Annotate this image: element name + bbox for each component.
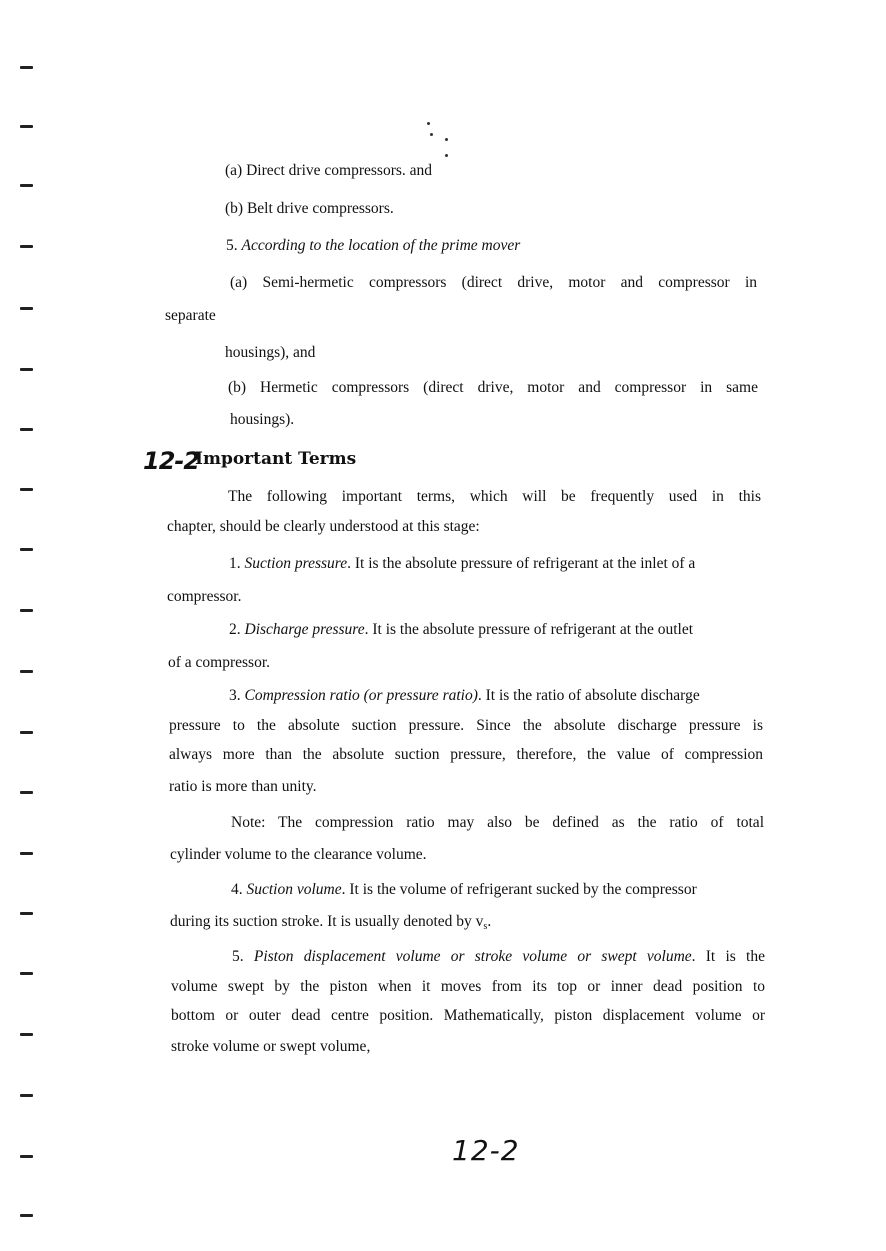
paragraph-line: pressure to the absolute suction pressure. Since the absolute discharge pressure is	[169, 717, 763, 734]
scan-speck	[430, 133, 433, 136]
margin-mark	[20, 428, 33, 431]
note-line: Note: The compression ratio may also be defined as the ratio of total	[231, 814, 764, 831]
list-item-continuation: separate	[165, 307, 216, 324]
paragraph-line: during its suction stroke. It is usually denoted by $v_s$.	[170, 913, 492, 932]
term-definition: 1. Suction pressure. It is the absolute pressure of refrigerant at the inlet of a	[229, 555, 696, 572]
margin-mark	[20, 852, 33, 855]
margin-mark	[20, 1033, 33, 1036]
list-item: (b) Hermetic compressors (direct drive, motor and compressor in same	[228, 379, 758, 396]
paragraph-line: The following important terms, which will be frequently used in this	[228, 488, 761, 505]
margin-mark	[20, 245, 33, 248]
list-item: (a) Direct drive compressors. and	[225, 162, 433, 179]
margin-mark	[20, 368, 33, 371]
margin-mark	[20, 1155, 33, 1158]
classification-heading: 5. According to the location of the prime mover	[226, 237, 521, 254]
handwritten-page-number: 12-2	[452, 1134, 520, 1167]
margin-mark	[20, 1094, 33, 1097]
list-item-continuation: housings).	[230, 411, 295, 428]
term-definition: 5. Piston displacement volume or stroke volume or swept volume. It is the	[232, 948, 765, 965]
scan-speck	[427, 122, 430, 125]
note-line: cylinder volume to the clearance volume.	[170, 846, 427, 863]
scan-speck	[445, 138, 448, 141]
paragraph-line: always more than the absolute suction pressure, therefore, the value of compression	[169, 746, 763, 763]
term-definition: 4. Suction volume. It is the volume of refrigerant sucked by the compressor	[231, 881, 697, 898]
margin-mark	[20, 791, 33, 794]
margin-mark	[20, 912, 33, 915]
margin-mark	[20, 731, 33, 734]
paragraph-line: ratio is more than unity.	[169, 778, 317, 795]
handwritten-section-number: 12-2	[143, 447, 200, 475]
scan-speck	[445, 154, 448, 157]
paragraph-line: bottom or outer dead centre position. Mathematically, piston displacement volume or	[171, 1007, 765, 1024]
term-definition: 2. Discharge pressure. It is the absolute pressure of refrigerant at the outlet	[229, 621, 694, 638]
list-item: (b) Belt drive compressors.	[225, 200, 394, 217]
margin-mark	[20, 184, 33, 187]
margin-mark	[20, 488, 33, 491]
list-item: (a) Semi-hermetic compressors (direct drive, motor and compressor in	[230, 274, 757, 291]
list-item-continuation: housings), and	[225, 344, 316, 361]
paragraph-line: volume swept by the piston when it moves from its top or inner dead position to	[171, 978, 765, 995]
paragraph-line: of a compressor.	[168, 654, 271, 671]
margin-mark	[20, 609, 33, 612]
margin-mark	[20, 125, 33, 128]
margin-mark	[20, 66, 33, 69]
margin-mark	[20, 548, 33, 551]
paragraph-line: chapter, should be clearly understood at this stage:	[167, 518, 480, 535]
paragraph-line: compressor.	[167, 588, 242, 605]
margin-mark	[20, 1214, 33, 1217]
paragraph-line: stroke volume or swept volume,	[171, 1038, 371, 1055]
section-heading: Important Terms	[195, 449, 357, 469]
term-definition: 3. Compression ratio (or pressure ratio). It is the ratio of absolute discharge	[229, 687, 700, 704]
margin-mark	[20, 670, 33, 673]
margin-mark	[20, 307, 33, 310]
margin-mark	[20, 972, 33, 975]
